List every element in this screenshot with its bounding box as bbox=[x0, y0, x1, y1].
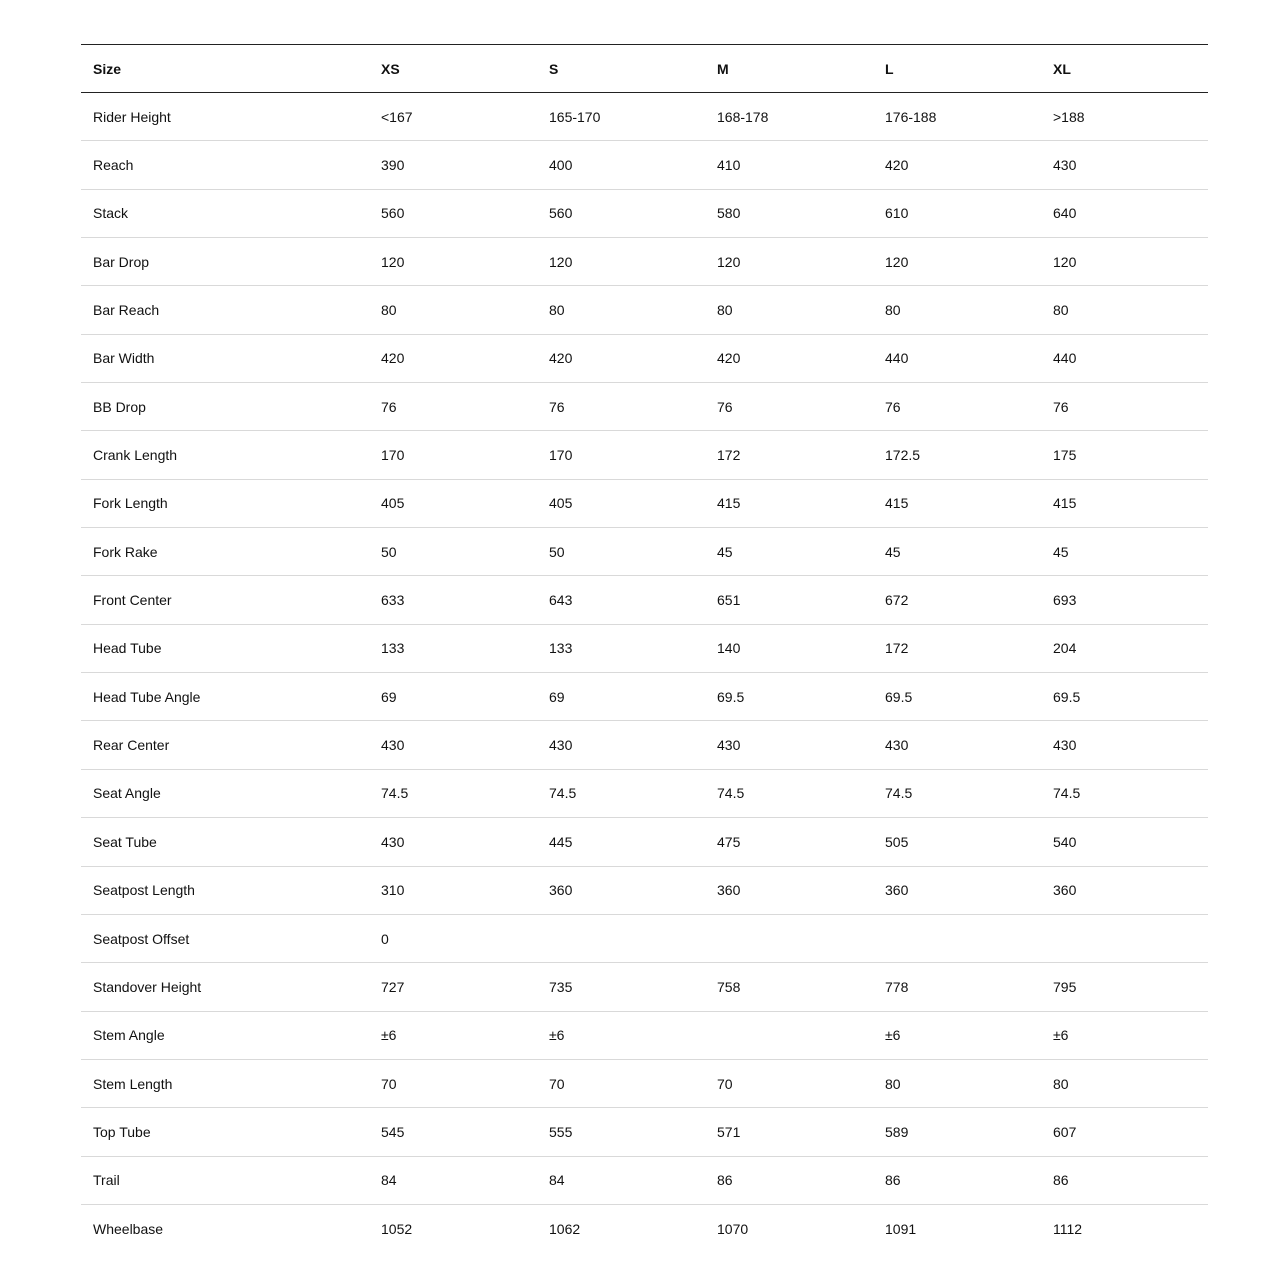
row-label: Seat Angle bbox=[93, 785, 161, 802]
cell-m: 360 bbox=[717, 882, 741, 899]
cell-m: 45 bbox=[717, 543, 733, 560]
cell-m: 420 bbox=[717, 350, 741, 367]
cell-xl: 607 bbox=[1053, 1123, 1077, 1140]
cell-l: 86 bbox=[885, 1172, 901, 1189]
column-header-xl: XL bbox=[1053, 60, 1071, 77]
column-header-s: S bbox=[549, 60, 559, 77]
row-label: Bar Reach bbox=[93, 302, 160, 319]
cell-m: 580 bbox=[717, 205, 741, 222]
cell-s: 400 bbox=[549, 157, 573, 174]
cell-xs: 84 bbox=[381, 1172, 397, 1189]
cell-l: 778 bbox=[885, 978, 909, 995]
cell-l: 610 bbox=[885, 205, 909, 222]
cell-xl: 795 bbox=[1053, 978, 1077, 995]
cell-l: 74.5 bbox=[885, 785, 913, 802]
cell-xl bbox=[1041, 914, 1208, 962]
cell-l: 176-188 bbox=[885, 108, 937, 125]
cell-s: 74.5 bbox=[549, 785, 577, 802]
cell-s: 555 bbox=[549, 1123, 573, 1140]
cell-m: 74.5 bbox=[717, 785, 745, 802]
cell-l: 45 bbox=[885, 543, 901, 560]
table-header-row bbox=[81, 45, 1208, 93]
row-label: Head Tube Angle bbox=[93, 688, 201, 705]
row-label: Trail bbox=[93, 1172, 120, 1189]
cell-l: ±6 bbox=[885, 1027, 901, 1044]
cell-xs: 170 bbox=[381, 447, 405, 464]
cell-xs: 727 bbox=[381, 978, 405, 995]
cell-xl: 1112 bbox=[1053, 1220, 1083, 1237]
table-body bbox=[81, 93, 1208, 1253]
cell-xl: 440 bbox=[1053, 350, 1077, 367]
table-row bbox=[81, 576, 1208, 624]
cell-m: 120 bbox=[717, 253, 741, 270]
cell-xs: <167 bbox=[381, 108, 413, 125]
cell-m: 571 bbox=[717, 1123, 741, 1140]
table-row bbox=[81, 818, 1208, 866]
table-row bbox=[81, 1108, 1208, 1156]
cell-xl: 69.5 bbox=[1053, 688, 1081, 705]
cell-l: 172.5 bbox=[885, 447, 921, 464]
cell-s: 70 bbox=[549, 1075, 565, 1092]
column-header-size: Size bbox=[93, 60, 122, 77]
cell-xs: 76 bbox=[381, 398, 397, 415]
geometry-table bbox=[81, 44, 1208, 1253]
row-label: Stack bbox=[93, 205, 129, 222]
cell-xs: 560 bbox=[381, 205, 405, 222]
cell-s: 430 bbox=[549, 737, 573, 754]
cell-xl: 175 bbox=[1053, 447, 1077, 464]
cell-xs: 430 bbox=[381, 833, 405, 850]
cell-m: 475 bbox=[717, 833, 741, 850]
cell-s: 1062 bbox=[549, 1220, 581, 1237]
cell-xl: 80 bbox=[1053, 1075, 1069, 1092]
cell-m: 80 bbox=[717, 302, 733, 319]
cell-l: 1091 bbox=[885, 1220, 917, 1237]
column-header-m: M bbox=[717, 60, 729, 77]
cell-m: 410 bbox=[717, 157, 741, 174]
cell-xs: 310 bbox=[381, 882, 405, 899]
cell-s: 170 bbox=[549, 447, 573, 464]
cell-xl: 415 bbox=[1053, 495, 1077, 512]
cell-s: 69 bbox=[549, 688, 565, 705]
cell-m: 86 bbox=[717, 1172, 733, 1189]
cell-s: ±6 bbox=[549, 1027, 565, 1044]
row-label: Fork Length bbox=[93, 495, 168, 512]
cell-m: 430 bbox=[717, 737, 741, 754]
cell-xl: ±6 bbox=[1053, 1027, 1069, 1044]
cell-s: 735 bbox=[549, 978, 573, 995]
cell-l: 505 bbox=[885, 833, 909, 850]
row-label: Top Tube bbox=[93, 1123, 151, 1140]
cell-s: 133 bbox=[549, 640, 573, 657]
table-row bbox=[81, 914, 1208, 962]
cell-s: 165-170 bbox=[549, 108, 601, 125]
table-row bbox=[81, 866, 1208, 914]
cell-xs: 69 bbox=[381, 688, 397, 705]
cell-xs: 545 bbox=[381, 1123, 405, 1140]
cell-s: 420 bbox=[549, 350, 573, 367]
cell-m: 70 bbox=[717, 1075, 733, 1092]
table-row bbox=[81, 1011, 1208, 1059]
cell-xl: 540 bbox=[1053, 833, 1077, 850]
table-row bbox=[81, 238, 1208, 286]
cell-xs: 70 bbox=[381, 1075, 397, 1092]
cell-s: 76 bbox=[549, 398, 565, 415]
row-label: Reach bbox=[93, 157, 134, 174]
row-label: Seatpost Offset bbox=[93, 930, 190, 947]
cell-s: 445 bbox=[549, 833, 573, 850]
cell-m bbox=[705, 914, 873, 962]
cell-xs: 1052 bbox=[381, 1220, 413, 1237]
row-label: Bar Width bbox=[93, 350, 155, 367]
table-row bbox=[81, 963, 1208, 1011]
cell-m: 172 bbox=[717, 447, 741, 464]
cell-s: 405 bbox=[549, 495, 573, 512]
cell-m: 76 bbox=[717, 398, 733, 415]
table-row bbox=[81, 769, 1208, 817]
column-header-xs: XS bbox=[381, 60, 400, 77]
table-row bbox=[81, 93, 1208, 141]
cell-l: 672 bbox=[885, 592, 909, 609]
row-label: Rider Height bbox=[93, 108, 171, 125]
table-row bbox=[81, 383, 1208, 431]
cell-xs: 430 bbox=[381, 737, 405, 754]
row-label: BB Drop bbox=[93, 398, 146, 415]
table-row bbox=[81, 141, 1208, 189]
cell-xl: 120 bbox=[1053, 253, 1077, 270]
row-label: Wheelbase bbox=[93, 1220, 164, 1237]
cell-s bbox=[537, 914, 705, 962]
cell-xs: 120 bbox=[381, 253, 405, 270]
table-row bbox=[81, 1059, 1208, 1107]
cell-l: 415 bbox=[885, 495, 909, 512]
cell-s: 80 bbox=[549, 302, 565, 319]
cell-m: 651 bbox=[717, 592, 741, 609]
cell-xl: 45 bbox=[1053, 543, 1069, 560]
cell-xs: 420 bbox=[381, 350, 405, 367]
cell-xs: 80 bbox=[381, 302, 397, 319]
table-row bbox=[81, 624, 1208, 672]
cell-xs: 133 bbox=[381, 640, 405, 657]
cell-xl: 74.5 bbox=[1053, 785, 1081, 802]
cell-s: 360 bbox=[549, 882, 573, 899]
cell-m: 758 bbox=[717, 978, 741, 995]
cell-xs: 633 bbox=[381, 592, 405, 609]
cell-s: 120 bbox=[549, 253, 573, 270]
table-row bbox=[81, 431, 1208, 479]
row-label: Rear Center bbox=[93, 737, 170, 754]
cell-l: 420 bbox=[885, 157, 909, 174]
table-row bbox=[81, 721, 1208, 769]
cell-l: 172 bbox=[885, 640, 909, 657]
cell-m: 69.5 bbox=[717, 688, 745, 705]
cell-xs: 405 bbox=[381, 495, 405, 512]
row-label: Stem Angle bbox=[93, 1027, 165, 1044]
cell-m: 1070 bbox=[717, 1220, 749, 1237]
cell-l: 76 bbox=[885, 398, 901, 415]
cell-l: 80 bbox=[885, 302, 901, 319]
row-label: Seat Tube bbox=[93, 833, 157, 850]
table-row bbox=[81, 189, 1208, 237]
cell-xs: 74.5 bbox=[381, 785, 409, 802]
row-label: Head Tube bbox=[93, 640, 162, 657]
cell-m: 415 bbox=[717, 495, 741, 512]
cell-xl: 360 bbox=[1053, 882, 1077, 899]
cell-s: 643 bbox=[549, 592, 573, 609]
table-row bbox=[81, 1156, 1208, 1204]
table-row bbox=[81, 286, 1208, 334]
table-row bbox=[81, 479, 1208, 527]
table-row bbox=[81, 528, 1208, 576]
table-row bbox=[81, 334, 1208, 382]
cell-m bbox=[705, 1011, 873, 1059]
row-label: Stem Length bbox=[93, 1075, 173, 1092]
cell-s: 560 bbox=[549, 205, 573, 222]
cell-l: 589 bbox=[885, 1123, 909, 1140]
cell-xl: 86 bbox=[1053, 1172, 1069, 1189]
cell-xl: 430 bbox=[1053, 157, 1077, 174]
cell-xs: 50 bbox=[381, 543, 397, 560]
cell-l: 440 bbox=[885, 350, 909, 367]
table-row bbox=[81, 673, 1208, 721]
row-label: Fork Rake bbox=[93, 543, 158, 560]
cell-xl: 204 bbox=[1053, 640, 1077, 657]
cell-xl: 640 bbox=[1053, 205, 1077, 222]
cell-xl: 693 bbox=[1053, 592, 1077, 609]
cell-s: 84 bbox=[549, 1172, 565, 1189]
column-header-l: L bbox=[885, 60, 894, 77]
cell-xs: ±6 bbox=[381, 1027, 397, 1044]
cell-s: 50 bbox=[549, 543, 565, 560]
row-label: Crank Length bbox=[93, 447, 178, 464]
cell-m: 168-178 bbox=[717, 108, 769, 125]
row-label: Front Center bbox=[93, 592, 172, 609]
row-label: Standover Height bbox=[93, 978, 202, 995]
cell-m: 140 bbox=[717, 640, 741, 657]
cell-xl: 80 bbox=[1053, 302, 1069, 319]
cell-l: 69.5 bbox=[885, 688, 913, 705]
row-label: Bar Drop bbox=[93, 253, 150, 270]
cell-l: 430 bbox=[885, 737, 909, 754]
row-label: Seatpost Length bbox=[93, 882, 195, 899]
cell-l: 120 bbox=[885, 253, 909, 270]
table-row bbox=[81, 1204, 1208, 1252]
cell-xl: 76 bbox=[1053, 398, 1069, 415]
cell-l: 360 bbox=[885, 882, 909, 899]
cell-l: 80 bbox=[885, 1075, 901, 1092]
cell-xl: >188 bbox=[1053, 108, 1085, 125]
cell-xl: 430 bbox=[1053, 737, 1077, 754]
cell-xs: 0 bbox=[381, 930, 389, 947]
cell-l bbox=[873, 914, 1041, 962]
cell-xs: 390 bbox=[381, 157, 405, 174]
